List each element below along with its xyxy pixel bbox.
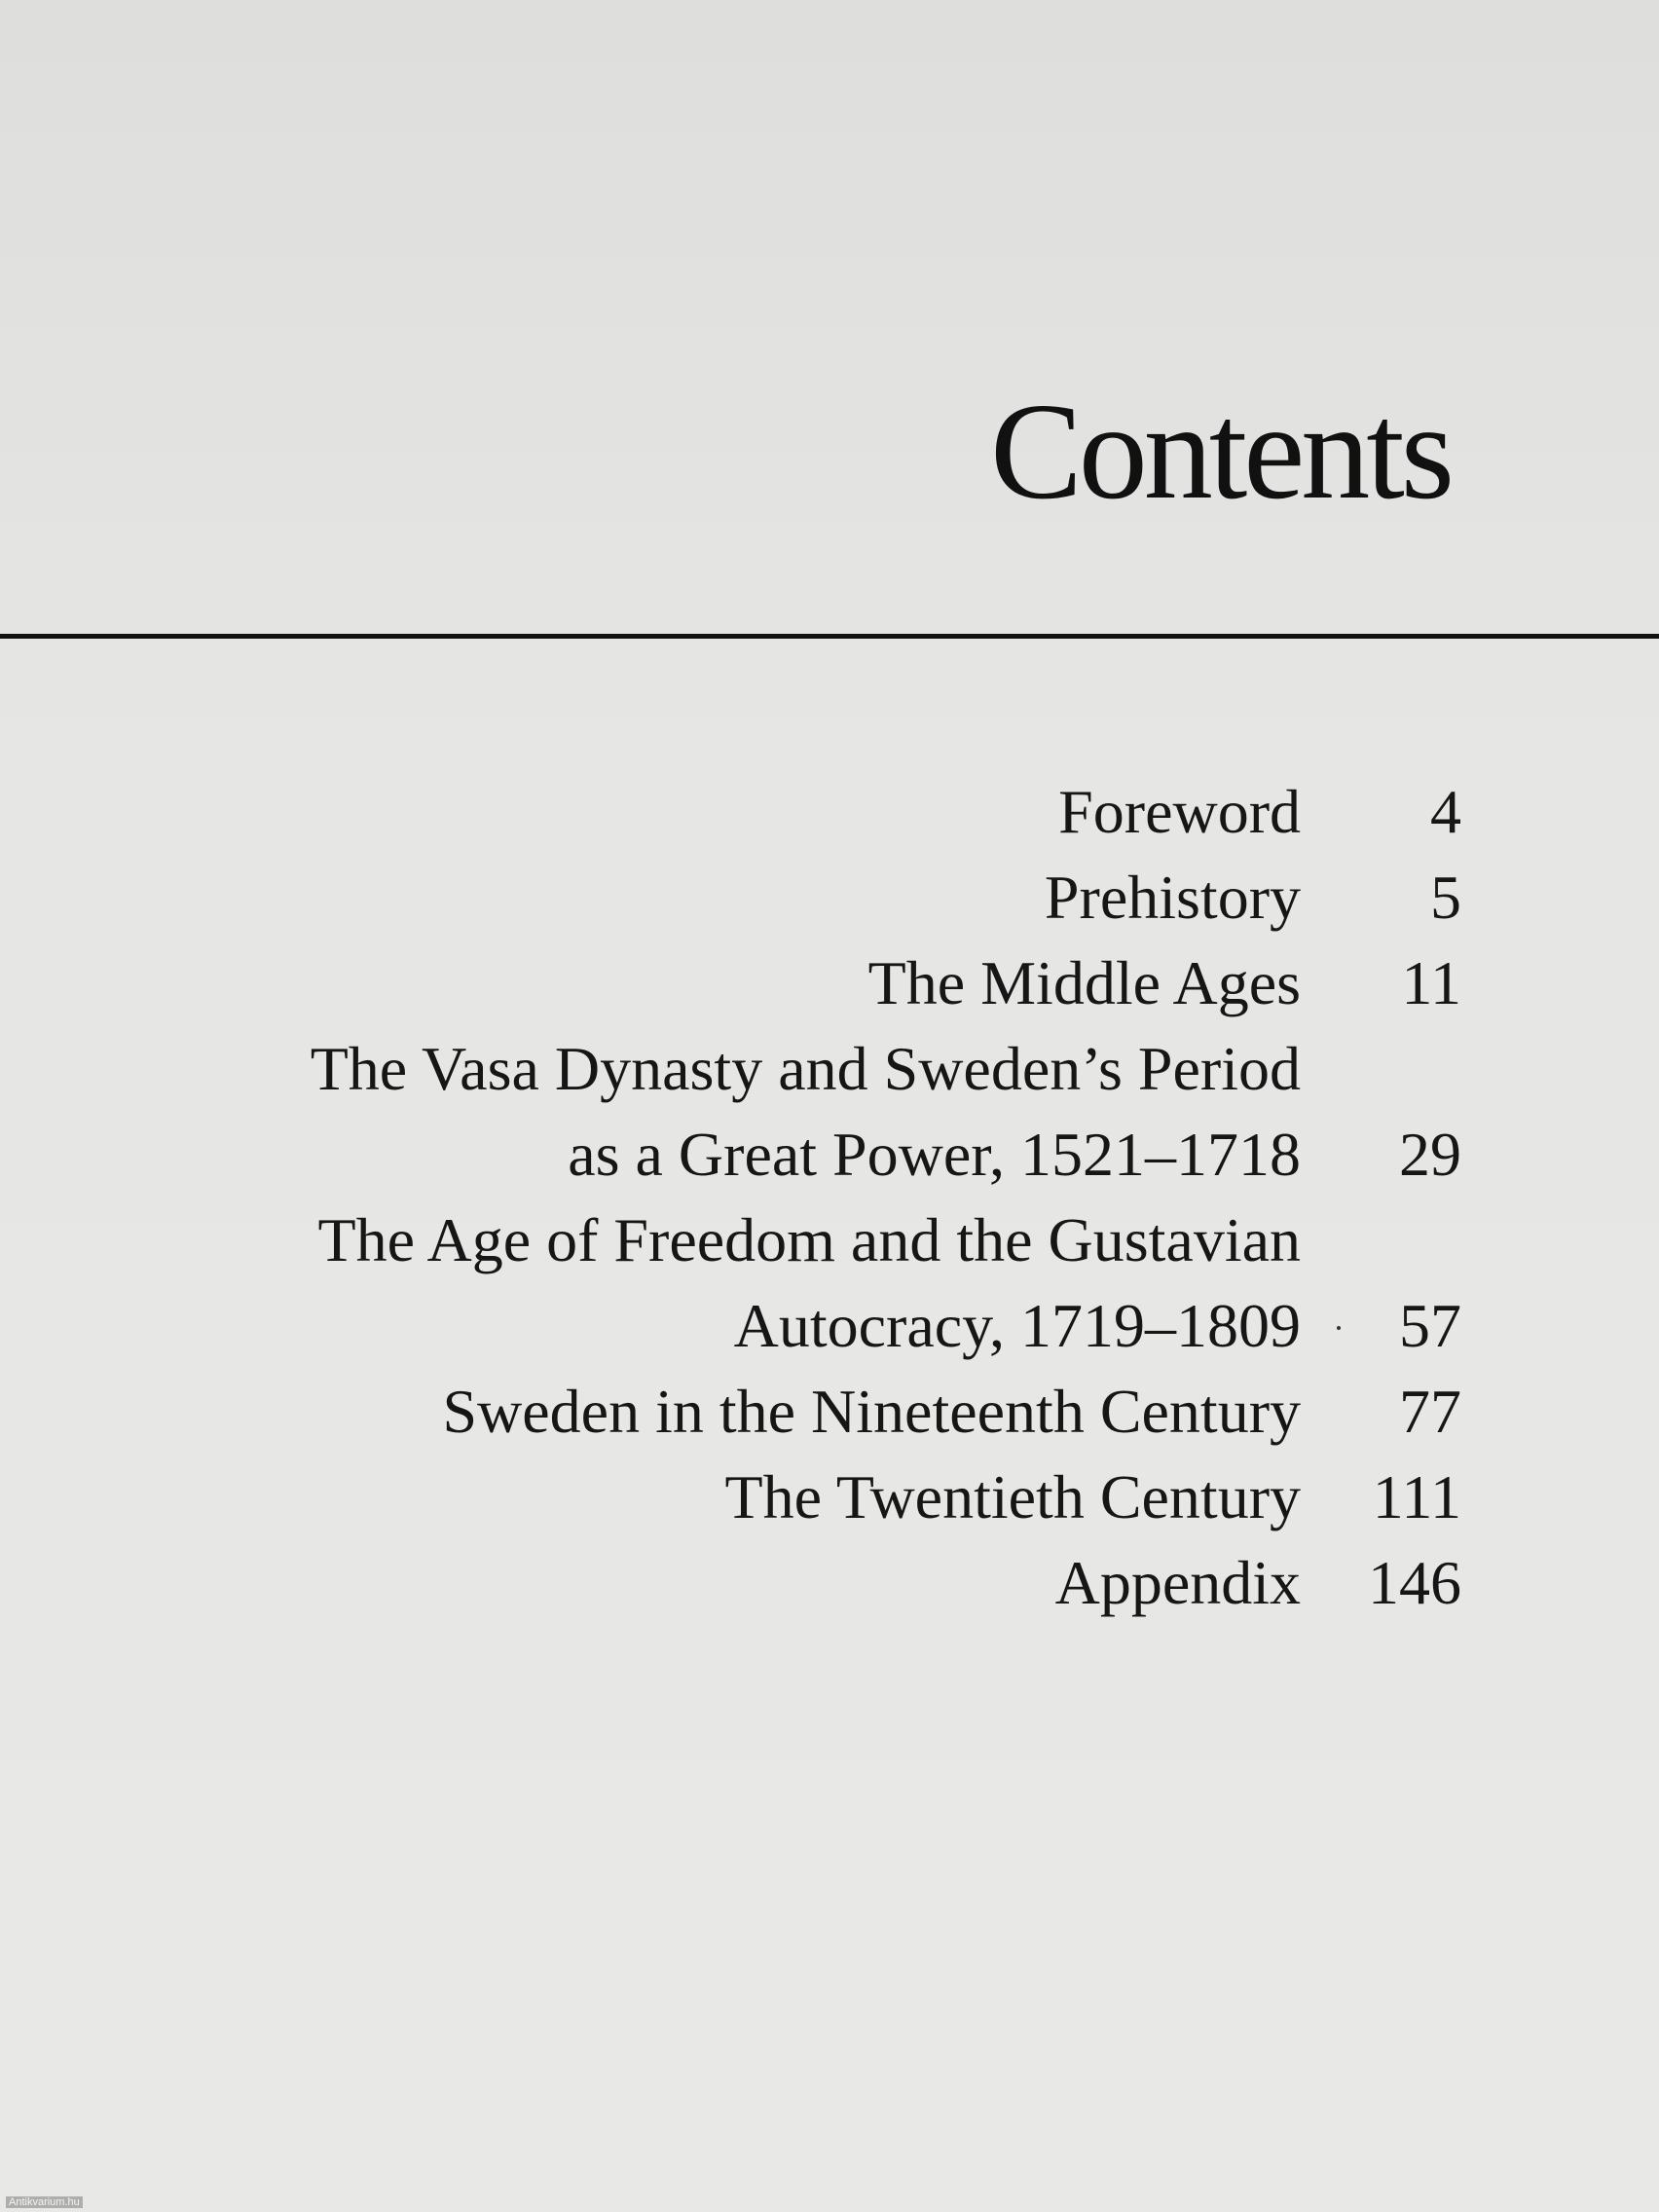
- toc-entry: [0, 1283, 1659, 1369]
- toc-entry-page: 57: [1399, 1291, 1461, 1360]
- toc-entry-page: 29: [1399, 1120, 1461, 1189]
- toc-entry-title: The Age of Freedom and the Gustavian: [317, 1205, 1301, 1274]
- page-title: Contents: [990, 374, 1451, 528]
- toc-entry-page: 5: [1430, 863, 1461, 932]
- toc-entry-page: 111: [1372, 1462, 1461, 1531]
- stray-dot: [1337, 1326, 1341, 1330]
- toc-entry-title: The Middle Ages: [867, 948, 1301, 1017]
- toc-entry-page: 4: [1430, 777, 1461, 846]
- toc-entry: [0, 1540, 1659, 1626]
- toc-entry-page: 77: [1399, 1377, 1461, 1446]
- toc-entry: [0, 1455, 1659, 1540]
- toc-entry-page: 11: [1401, 948, 1461, 1017]
- toc-entry: [0, 940, 1659, 1026]
- toc-entry: [0, 1026, 1659, 1112]
- toc-entry-title: Prehistory: [1044, 863, 1301, 932]
- toc-entry-page: 146: [1368, 1548, 1461, 1617]
- toc-entry-title: Appendix: [1054, 1548, 1301, 1617]
- toc-entry-title: The Vasa Dynasty and Sweden’s Period: [310, 1034, 1301, 1103]
- watermark: Antikvarium.hu: [6, 2196, 83, 2208]
- horizontal-rule: [0, 634, 1659, 639]
- toc-entry: [0, 769, 1659, 855]
- toc-entry-title: Sweden in the Nineteenth Century: [442, 1377, 1301, 1446]
- toc-entry-title: Autocracy, 1719–1809: [733, 1291, 1301, 1360]
- toc-entry: [0, 855, 1659, 940]
- toc-entry-title: as a Great Power, 1521–1718: [568, 1120, 1301, 1189]
- toc-entry: [0, 1112, 1659, 1198]
- toc-entry: [0, 1369, 1659, 1455]
- toc-entry-title: The Twentieth Century: [724, 1462, 1301, 1531]
- toc-entry-title: Foreword: [1058, 777, 1301, 846]
- toc-entry: [0, 1198, 1659, 1283]
